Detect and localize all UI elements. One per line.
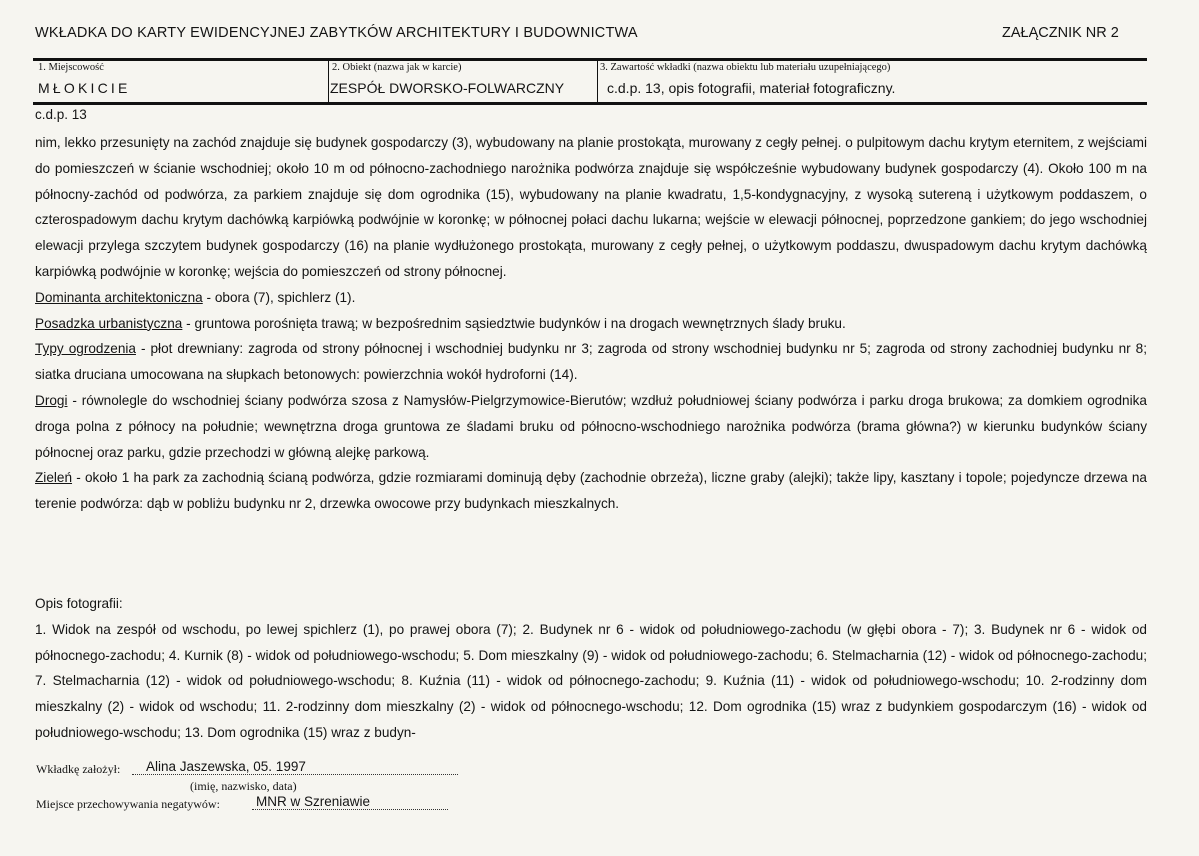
- photo-descriptions: [35, 591, 1147, 746]
- form-top-rule: [33, 58, 1147, 61]
- section-heading: Zieleń: [35, 470, 73, 486]
- place-label: 1. Miejscowość: [38, 62, 104, 73]
- section-heading: Posadzka urbanistyczna: [35, 315, 183, 331]
- photos-text: 1. Widok na zespół od wschodu, po lewej spichlerz (1), po prawej obora (7); 2. Budynek nr 6 - widok od południowego-zachodu (w głębi obora - 7); 3. Budynek nr 6 - widok od północnego-zachodu; 4. Kurnik (8) - widok od południowego-wschodu; 5. Dom mieszkalny (9) - widok od południowego-zachodu; 6. Stelmacharnia (12) - widok od północnego-zachodu; 7. Stelmacharnia (12) - widok od południowego-wschodu; 8. Kuźnia (11) - widok od północnego-zachodu; 9. Kuźnia (11) - widok od południowego-wschodu; 10. 2-rodzinny dom mieszkalny (2) - widok od wschodu; 11. 2-rodzinny dom mieszkalny (2) - widok od północnego-wschodu; 12. Dom ogrodnika (15) wraz z budynkiem gospodarczym (16) - widok od południowego-wschodu; 13. Dom ogrodnika (15) wraz z budyn-: [35, 621, 1147, 740]
- section-heading: Typy ogrodzenia: [35, 341, 136, 357]
- section-posadzka: [35, 311, 1147, 337]
- section-text: - równolegle do wschodniej ściany podwórza szosa z Namysłów-Pielgrzymowice-Bierutów; wzdłuż południowej ściany podwórza i parku droga brukowa; za domkiem ogrodnika droga polna z północy na południe; wewnętrzna droga gruntowa ze śladami bruku od północno-wschodniego narożnika podwórza (brama główna?) w kierunku budynków ściany północnej oraz parku, gdzie przechodzi w główną alejkę parkową.: [35, 392, 1147, 460]
- photos-heading: Opis fotografii:: [35, 596, 123, 611]
- place-value: MŁOKICIE: [38, 80, 131, 96]
- author-value: Alina Jaszewska, 05. 1997: [132, 760, 458, 775]
- storage-value: MNR w Szreniawie: [252, 795, 448, 810]
- section-dominanta: [35, 285, 1147, 311]
- continuation-note: c.d.p. 13: [35, 107, 87, 122]
- section-text: - gruntowa porośnięta trawą; w bezpośrednim sąsiedztwie budynków i na drogach wewnętrznych ślady bruku.: [182, 315, 846, 331]
- storage-label: Miejsce przechowywania negatywów:: [36, 797, 220, 811]
- object-value: ZESPÓŁ DWORSKO-FOLWARCZNY: [330, 80, 565, 96]
- section-ogrodzenia: [35, 336, 1147, 388]
- content-value: c.d.p. 13, opis fotografii, materiał fotograficzny.: [607, 80, 896, 96]
- content-label: 3. Zawartość wkładki (nazwa obiektu lub materiału uzupełniającego): [600, 62, 891, 73]
- intro-paragraph: nim, lekko przesunięty na zachód znajduje się budynek gospodarczy (3), wybudowany na planie prostokąta, murowany z cegły pełnej. o pulpitowym dachu krytym eternitem, z wejściami do pomieszczeń w ścianie wschodniej; około 10 m od północno-zachodniego narożnika podwórza znajduje się współcześnie wybudowany budynek gospodarczy (4). Około 100 m na północny-zachód od podwórza, za parkiem znajduje się dom ogrodnika (15), wybudowany na planie kwadratu, 1,5-kondygnacyjny, z wysoką sutereną i użytkowym poddaszem, o czterospadowym dachu krytym dachówką karpiówką podwójnie w koronkę; w północnej połaci dachu lukarna; wejście w elewacji północnej, poprzedzone gankiem; do jego wschodniej elewacji przylega szczytem budynek gospodarczy (16) na planie wydłużonego prostokąta, murowany z cegły pełnej, o użytkowym poddaszu, dwuspadowym dachu krytym dachówką karpiówką podwójnie w koronkę; wejścia do pomieszczeń od strony północnej.: [35, 135, 1147, 279]
- document-title: WKŁADKA DO KARTY EWIDENCYJNEJ ZABYTKÓW ARCHITEKTURY I BUDOWNICTWA: [35, 25, 638, 41]
- form-divider-2: [597, 58, 598, 104]
- section-heading: Drogi: [35, 392, 68, 408]
- section-text: - obora (7), spichlerz (1).: [202, 289, 356, 305]
- section-zielen: [35, 465, 1147, 517]
- section-heading: Dominanta architektoniczna: [35, 289, 203, 305]
- section-text: - około 1 ha park za zachodnią ścianą podwórza, gdzie rozmiarami dominują dęby (zachodnie obrzeża), liczne graby (alejki); także lipy, kasztany i topole; pojedyncze drzewa na terenie podwórza: dąb w pobliżu budynku nr 2, drzewka owocowe przy budynkach mieszkalnych.: [35, 470, 1147, 512]
- form-bottom-rule: [33, 102, 1147, 105]
- object-label: 2. Obiekt (nazwa jak w karcie): [332, 62, 462, 73]
- section-drogi: [35, 388, 1147, 465]
- form-divider-1: [328, 58, 329, 104]
- author-label: Wkładkę założył:: [36, 762, 121, 776]
- section-text: - płot drewniany: zagroda od strony północnej i wschodniej budynku nr 3; zagroda od strony wschodniej budynku nr 5; zagroda od strony zachodniej budynku nr 8; siatka druciana umocowana na słupkach betonowych: powierzchnia wokół hydroforni (14).: [35, 341, 1147, 383]
- author-hint: (imię, nazwisko, data): [190, 779, 297, 793]
- attachment-number: ZAŁĄCZNIK NR 2: [1002, 25, 1119, 41]
- description-body: [35, 130, 1147, 517]
